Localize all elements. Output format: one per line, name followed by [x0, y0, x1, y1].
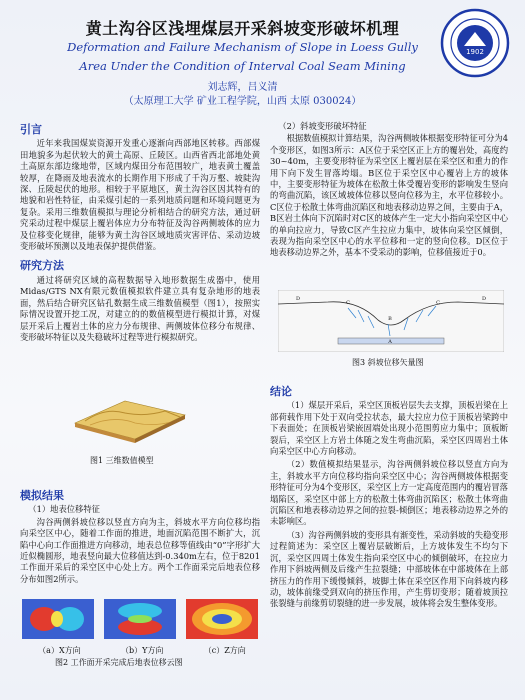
- svg-text:D: D: [481, 296, 487, 302]
- svg-text:B: B: [388, 316, 392, 322]
- results-block: [20, 484, 260, 587]
- seal-year: 1902: [466, 48, 484, 56]
- right-column-top: [270, 118, 508, 261]
- figure-1-caption: 图1 三维数值模型: [90, 456, 154, 465]
- figure-2-displacement-maps: [20, 597, 260, 641]
- result-1-title: （1）地表位移特征: [28, 504, 100, 515]
- conclusion-2: （2）数值模拟结果显示，沟谷两侧斜坡位移以竖直方向为主，斜坡水平方向位移均指向采空区中心；沟谷两侧坡体根据变形特征可分为4个变形区，采空区上方一定高度范围内的覆岩冒落塌陷区，采空区中部上方的松散土体弯曲沉陷区；松散土体弯曲沉陷区和地表移动边界之间的拉裂-倾倒区；地表移动边界之外的未影响区。: [270, 459, 508, 527]
- result-2-body: 根据数值模拟计算结果，沟谷两侧坡体根据变形特征可分为4个变形区，如图3所示：A区位于采空区正上方的覆岩处，高度约30~40m，主要变形特征为采空区上覆岩层在采空区和重力的作用下向下发生冒落垮塌。B区位于采空区中心覆岩上方的坡体中，主要变形特征为坡体在松散土体受覆岩变形的影响发生竖向的弯曲沉陷，该区域坡体位移以竖向位移为主，水平位移较小。C区位于松散土体弯曲沉陷区和地表移动边界之间，主要由于A，B区岩土体向下沉陷时对C区的坡体产生一定大小指向采空区中心的单向拉应力，导致C区产生拉应力集中，坡体向采空区倾倒，表现为指向采空区中心的水平位移和一定的竖向位移。D区位于地表移动边界之外，基本不受采动的影响，位移值接近于0。: [270, 133, 508, 258]
- svg-text:A: A: [388, 339, 392, 345]
- results-heading: 模拟结果: [20, 489, 64, 502]
- university-seal-icon: [440, 8, 510, 78]
- conclusions-heading: 结论: [270, 385, 292, 398]
- svg-text:C: C: [346, 300, 350, 306]
- svg-text:C: C: [436, 300, 440, 306]
- figure-2-caption: 图2 工作面开采完成后地表位移云图: [55, 658, 183, 667]
- method-heading: 研究方法: [20, 259, 64, 273]
- figure-3-slope-vectors: [278, 290, 504, 352]
- result-1-body: 沟谷两侧斜坡位移以竖直方向为主，斜坡水平方向位移均指向采空区中心，随着工作面的推进，地面沉陷范围不断扩大，沉陷中心向工作面推进方向移动，地表总位移等值线由“0”字形扩大近似椭圆形，地表竖向最大位移值达到-0.340m左右，位于8201工作面开采后的采空区中心处上方。两个工作面采完后地表位移分布如图2所示。: [20, 516, 260, 584]
- conclusion-1: （1）煤层开采后，采空区顶板岩层失去支撑，顶板岩梁在上部荷载作用下处于双向受拉状态，最大拉应力位于顶板岩梁跨中下表面处；在顶板岩梁嵌固端处出现小范围剪应力集中；顶板断裂后，采空区上方岩土体随之发生弯曲沉陷，采空区四周岩土体向采空区中心方向移动。: [270, 400, 508, 457]
- title-en-line-1: Deformation and Failure Mechanism of Slope in Loess Gully: [67, 40, 418, 54]
- figure-2-label-y: （b）Y方向: [121, 646, 164, 655]
- intro-body: 近年来我国煤炭资源开发重心逐渐向西部地区转移。西部煤田地貌多为起伏较大的黄土高原、丘陵区。山西省西北部地处黄土高原东部边缘地带，区域内煤田分布范围较广，地表黄土覆盖较厚，在降雨及地表流水的长期作用下形成了千沟万壑、坡陡沟深、丘陵起伏的地形。相较于平原地区，黄土沟谷区因其特有的地貌和岩性特征，由采煤引起的一系列地质问题和环境问题更为复杂。采用三维数值模拟与理论分析相结合的研究方法，通过研究采动过程中煤层上覆岩体应力分布特征及沟谷两侧坡体的应力及位移变化规律，能够为黄土沟谷区域地质灾害评估、采动边坡变形破坏预测以及地表保护提供借鉴。: [20, 138, 260, 252]
- poster-title-en: [30, 38, 455, 76]
- figure-3-caption: 图3 斜坡位移矢量图: [352, 358, 424, 367]
- conclusion-3: （3）沟谷两侧斜坡的变形具有渐变性，采动斜坡的失稳变形过程简述为：采空区上覆岩层破断后，上方坡体发生不均匀下沉，采空区四周土体发生指向采空区中心的倾倒破坏，在拉应力作用下斜坡两侧及后缘产生拉裂缝；中部坡体在中部坡体在上部挤压力的作用下缓慢倾斜，坡脚土体在采空区作用下向斜坡内移动，坡体前缘受到双向的挤压作用，产生剪切变形；随着坡顶拉张裂缝与前缘剪切裂缝的进一步发展，坡体将会发生整体变形。: [270, 529, 508, 609]
- figure-2-panel-labels: [18, 645, 266, 656]
- intro-heading: 引言: [20, 123, 42, 136]
- figure-1-3d-model: [70, 393, 190, 443]
- figure-2-label-x: （a）X方向: [38, 646, 81, 655]
- figure-2-label-z: （c）Z方向: [203, 646, 246, 655]
- authors: 刘志辉，吕义清: [207, 82, 278, 93]
- svg-text:D: D: [295, 296, 301, 302]
- poster-title: 黄土沟谷区浅埋煤层开采斜坡变形破坏机理: [85, 19, 400, 38]
- conclusions-block: [270, 380, 508, 612]
- method-body: 通过将研究区域的高程数据导入地形数据生成器中，使用Midas/GTS NX有限元数值模拟软件建立具有复杂地形的地表面，然后结合研究区钻孔数据生成三维数值模型（图1），按照实际情况设置开挖工况，对建立的的数值模型进行模拟计算，对煤层开采后上覆岩土体的应力分布规律、两侧坡体位移分布规律、变形破坏特征以及失稳破坏过程等进行模拟研究。: [20, 274, 260, 342]
- result-2-title: （2）斜坡变形破坏特征: [278, 121, 367, 131]
- left-column: [20, 118, 260, 345]
- title-en-line-2: Area Under the Condition of Interval Coal Seam Mining: [79, 59, 406, 73]
- affiliation: （太原理工大学 矿业工程学院，山西 太原 030024）: [123, 96, 362, 107]
